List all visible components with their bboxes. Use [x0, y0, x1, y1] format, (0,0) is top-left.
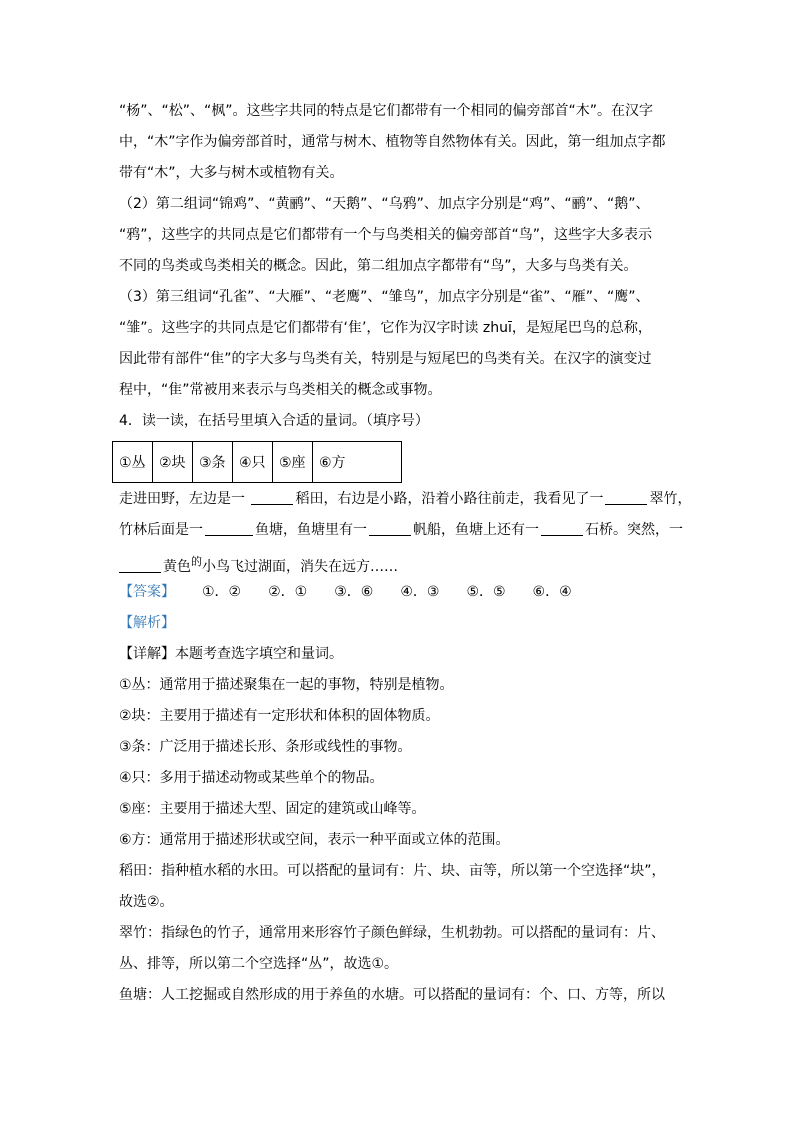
- detail-line: 故选②。: [119, 894, 174, 910]
- answer-item: ⑤．⑤: [466, 584, 506, 600]
- answer-item: ①．②: [202, 584, 242, 600]
- text-line: 中，“木”字作为偏旁部首时，通常与树木、植物等自然物体有关。因此，第一组加点字都: [119, 134, 666, 150]
- passage-text: 走进田野，左边是一: [119, 491, 250, 507]
- answer-item: ②．①: [268, 584, 308, 600]
- question-passage-and-answer: [119, 484, 692, 1011]
- detail-line: ①丛：通常用于描述聚集在一起的事物，特别是植物。: [119, 677, 454, 693]
- option-cell: ⑤座: [273, 442, 313, 483]
- blank: [605, 490, 647, 505]
- answer-label: 【答案】: [119, 584, 175, 600]
- detail-intro-line: [119, 639, 679, 670]
- text-line: 因此带有部件“隹”的字大多与鸟类有关，特别是与短尾巴的鸟类有关。在汉字的演变过: [119, 351, 652, 367]
- passage-text: 黄色: [163, 559, 191, 575]
- text-line: （2）第二组词“锦鸡”、“黄鹂”、“天鹅”、“乌鸦”、加点字分别是“鸡”、“鹂”、“鹅”、: [119, 196, 650, 212]
- option-cell: ②块: [153, 442, 193, 483]
- blank: [369, 521, 411, 536]
- option-cell: ①丛: [113, 442, 153, 483]
- option-cell: ⑥方: [313, 442, 402, 483]
- answer-item: ③．⑥: [334, 584, 374, 600]
- detail-intro: 本题考查选字填空和量词。: [175, 646, 343, 662]
- text-line: 不同的鸟类或鸟类相关的概念。因此，第二组加点字都带有“鸟”，大多与鸟类有关。: [119, 258, 638, 274]
- explanation-top: [119, 96, 679, 437]
- passage-text: 石桥。突然，一: [585, 522, 683, 538]
- text-line: 程中，“隹”常被用来表示与鸟类相关的概念或事物。: [119, 382, 442, 398]
- detail-line: ⑥方：通常用于描述形状或空间，表示一种平面或立体的范围。: [119, 832, 510, 848]
- answer-line: [119, 577, 679, 608]
- text-line: （3）第三组词“孔雀”、“大雁”、“老鹰”、“雏鸟”，加点字分别是“雀”、“雁”、“鹰”、: [119, 289, 650, 305]
- detail-line: 丛、排等，所以第二个空选择“丛”，故选①。: [119, 956, 399, 972]
- detail-line: 稻田：指种植水稻的水田。可以搭配的量词有：片、块、亩等，所以第一个空选择“块”，: [119, 863, 666, 879]
- text-line: “鸦”，这些字的共同点是它们都带有一个与鸟类相关的偏旁部首“鸟”，这些字大多表示: [119, 227, 653, 243]
- detail-line: 鱼塘：人工挖掘或自然形成的用于养鱼的水塘。可以搭配的量词有：个、口、方等，所以: [119, 987, 665, 1003]
- blank: [251, 490, 293, 505]
- blank: [541, 521, 583, 536]
- passage-text: 的: [191, 555, 202, 568]
- analysis-label: 【解析】: [119, 615, 175, 631]
- detail-line: ②块：主要用于描述有一定形状和体积的固体物质。: [119, 708, 440, 724]
- detail-line: ③条：广泛用于描述长形、条形或线性的事物。: [119, 739, 412, 755]
- passage-text: 小鸟飞过湖面，消失在远方……: [202, 559, 398, 575]
- answer-item: ⑥．④: [532, 584, 572, 600]
- passage-line: [119, 484, 692, 515]
- question-title: 4．读一读，在括号里填入合适的量词。（填序号）: [119, 413, 429, 429]
- passage-text: 鱼塘，鱼塘里有一: [255, 522, 367, 538]
- passage-line: [119, 546, 679, 577]
- passage-line: [119, 515, 683, 546]
- detail-line: ④只：多用于描述动物或某些单个的物品。: [119, 770, 384, 786]
- detail-line: 翠竹：指绿色的竹子，通常用来形容竹子颜色鲜绿，生机勃勃。可以搭配的量词有：片、: [119, 925, 665, 941]
- option-cell: ④只: [233, 442, 273, 483]
- passage-text: 竹林后面是一: [119, 522, 203, 538]
- passage-text: 稻田，右边是小路，沿着小路往前走，我看见了一: [295, 491, 604, 507]
- passage-text: 帆船，鱼塘上还有一: [413, 522, 539, 538]
- text-line: “杨”、“松”、“枫”。这些字共同的特点是它们都带有一个相同的偏旁部首“木”。在汉字: [119, 103, 654, 119]
- detail-line: ⑤座：主要用于描述大型、固定的建筑或山峰等。: [119, 801, 426, 817]
- text-line: 带有“木”，大多与树木或植物有关。: [119, 165, 344, 181]
- options-table: [112, 441, 402, 483]
- option-cell: ③条: [193, 442, 233, 483]
- text-line: “雏”。这些字的共同点是它们都带有‘隹’，它作为汉字时读 zhuī，是短尾巴鸟的总称，: [119, 320, 652, 336]
- blank: [119, 558, 161, 573]
- passage-text: 翠竹，: [649, 491, 692, 507]
- answer-item: ④．③: [400, 584, 440, 600]
- detail-label: 【详解】: [119, 646, 175, 662]
- blank: [205, 521, 253, 536]
